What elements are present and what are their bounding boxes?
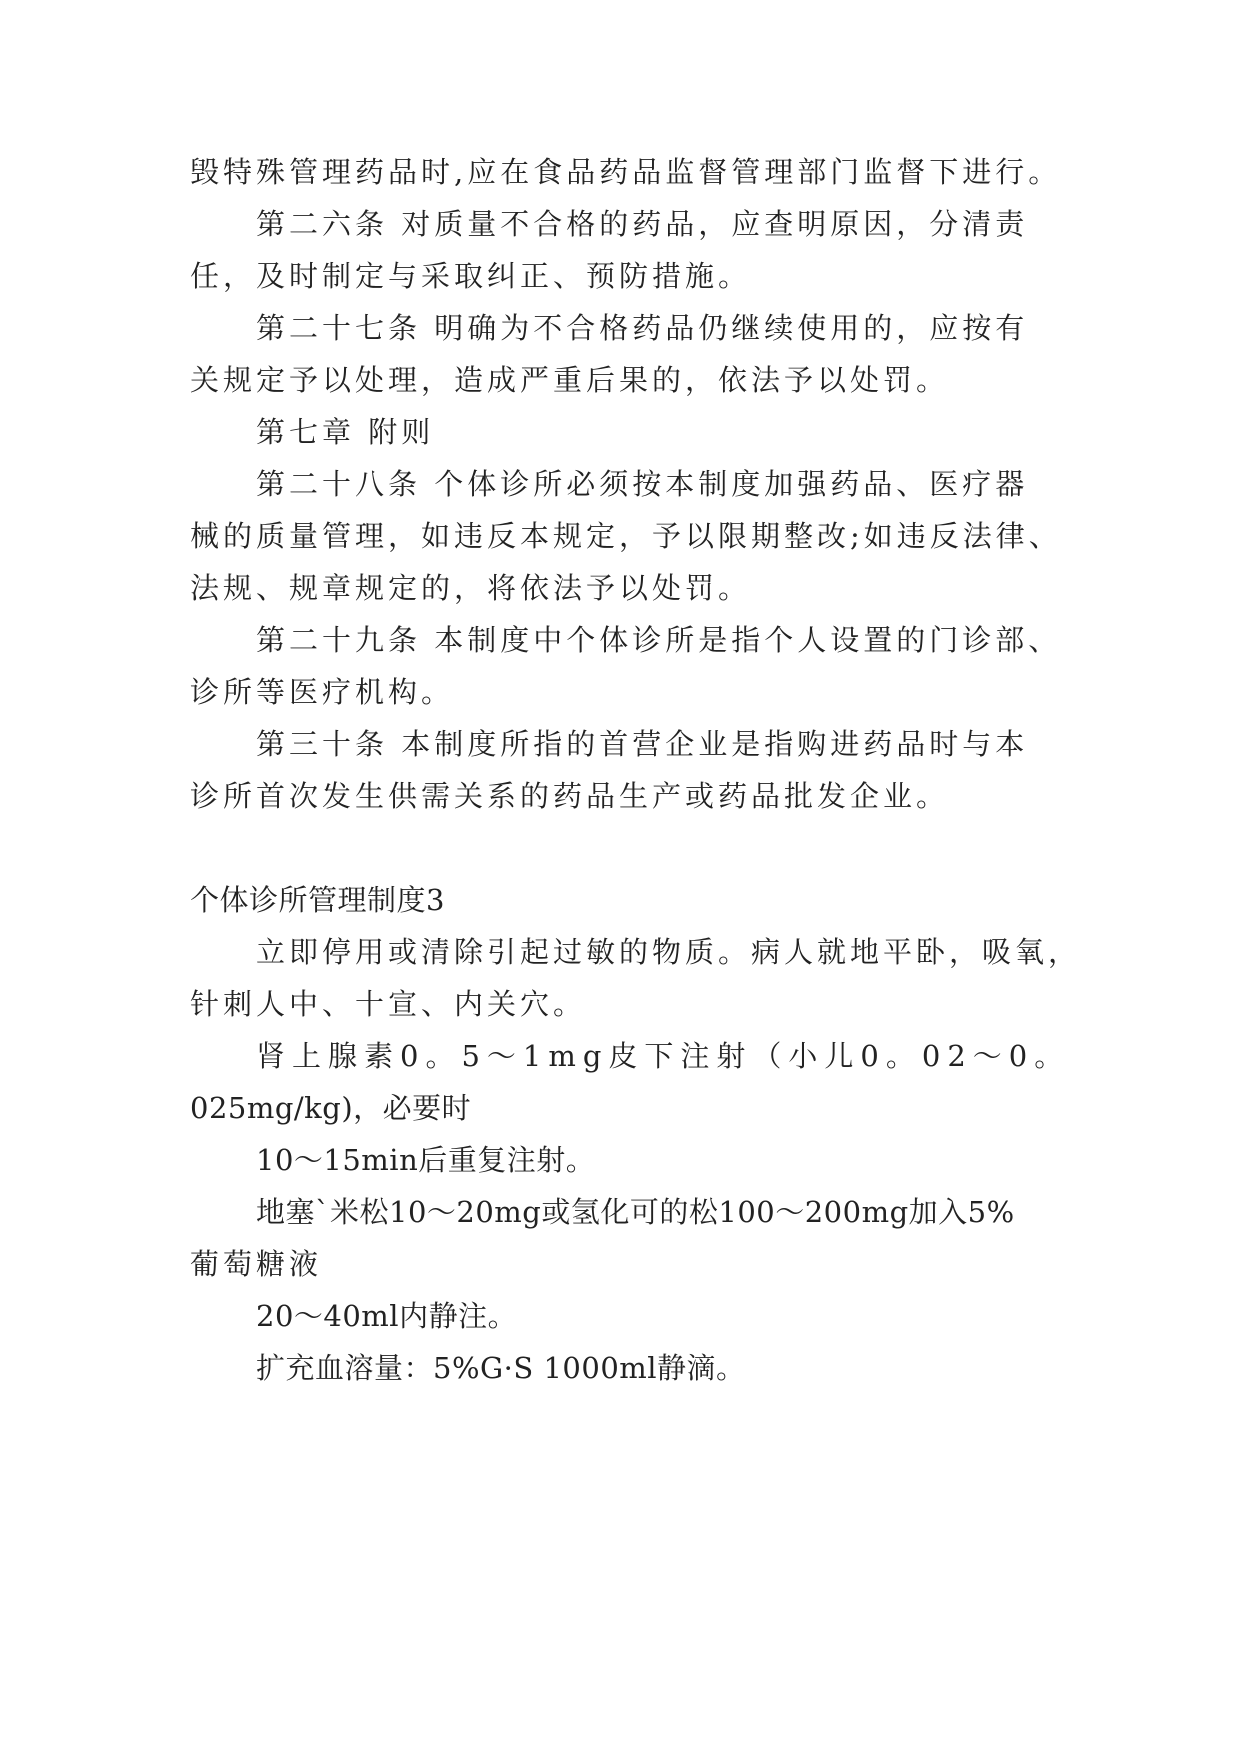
article-27-line-2: 关规定予以处理，造成严重后果的，依法予以处罚。 <box>190 363 950 397</box>
article-26-line-1: 第二六条 对质量不合格的药品，应查明原因，分清责 <box>256 207 1029 241</box>
section-title: 个体诊所管理制度3 <box>190 883 445 917</box>
article-26-line-2: 任，及时制定与采取纠正、预防措施。 <box>190 259 752 293</box>
chapter-heading: 第七章 附则 <box>256 415 435 449</box>
treatment-line-1: 立即停用或清除引起过敏的物质。病人就地平卧，吸氧， <box>256 935 1082 969</box>
article-29-line-1: 第二十九条 本制度中个体诊所是指个人设置的门诊部、 <box>256 623 1062 657</box>
article-30-line-1: 第三十条 本制度所指的首营企业是指购进药品时与本 <box>256 727 1029 761</box>
article-28-line-1: 第二十八条 个体诊所必须按本制度加强药品、医疗器 <box>256 467 1029 501</box>
treatment-line-5: 10～15min后重复注射。 <box>256 1143 596 1177</box>
article-28-line-3: 法规、规章规定的，将依法予以处罚。 <box>190 571 752 605</box>
article-28-line-2: 械的质量管理，如违反本规定，予以限期整改;如违反法律、 <box>190 519 1062 553</box>
treatment-line-9: 扩充血溶量：5%G·S 1000ml静滴。 <box>256 1351 746 1385</box>
treatment-line-8: 20～40ml内静注。 <box>256 1299 518 1333</box>
treatment-line-6: 地塞`米松10～20mg或氢化可的松100～200mg加入5% <box>256 1195 1015 1229</box>
article-30-line-2: 诊所首次发生供需关系的药品生产或药品批发企业。 <box>190 779 950 813</box>
treatment-line-2: 针刺人中、十宣、内关穴。 <box>190 987 587 1021</box>
paragraph-line: 毁特殊管理药品时,应在食品药品监督管理部门监督下进行。 <box>190 155 1062 189</box>
treatment-line-4: 025mg/kg)，必要时 <box>190 1091 472 1125</box>
article-27-line-1: 第二十七条 明确为不合格药品仍继续使用的，应按有 <box>256 311 1029 345</box>
treatment-line-3: 肾上腺素0。5～1mg皮下注射（小儿0。02～0。 <box>256 1039 1071 1073</box>
article-29-line-2: 诊所等医疗机构。 <box>190 675 455 709</box>
treatment-line-7: 葡萄糖液 <box>190 1247 323 1281</box>
